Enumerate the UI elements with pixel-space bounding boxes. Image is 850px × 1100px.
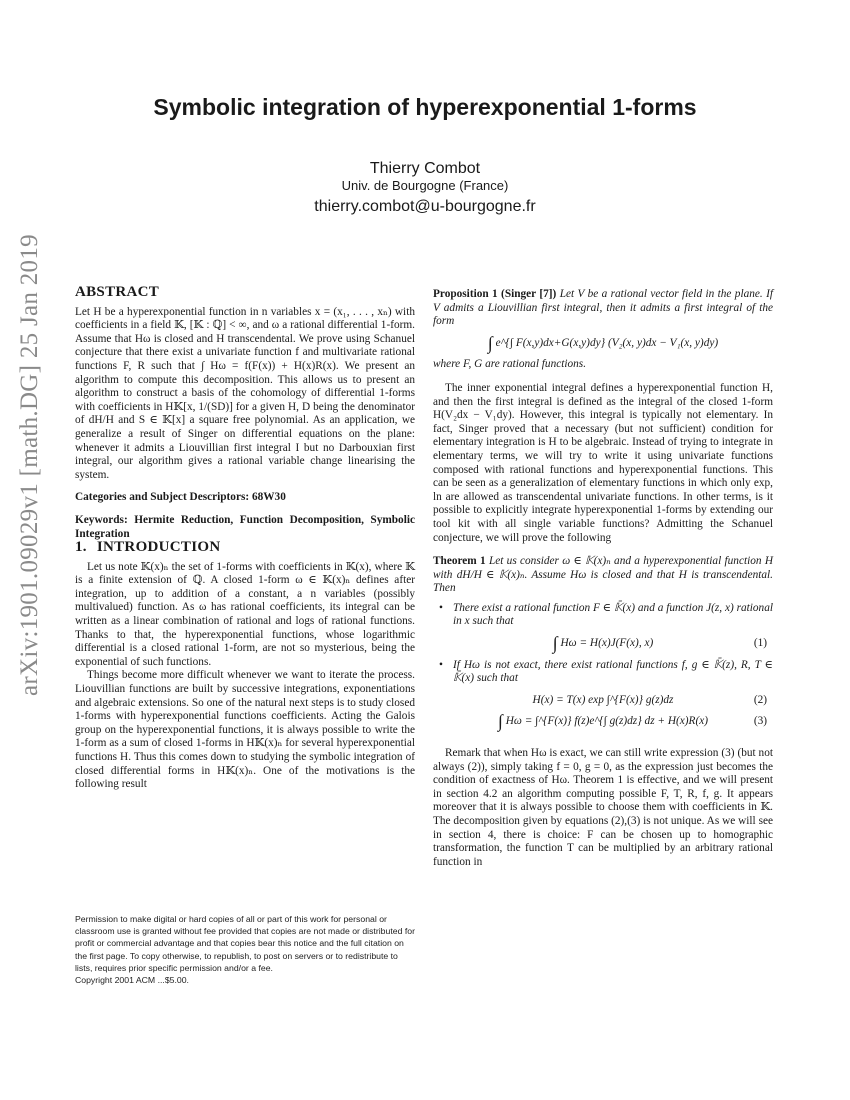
proposition-block	[433, 288, 773, 329]
theorem-block	[433, 555, 773, 596]
integral-symbol-icon: ∫	[552, 633, 558, 654]
equation-1-text: Hω = H(x)J(F(x), x)	[560, 637, 654, 650]
equation-2	[433, 694, 773, 708]
proposition-text: Let V be a rational vector field in the plane. If V admits a Liouvillian first integral, then it admits a first integral of the form	[433, 288, 773, 328]
permission-notice	[75, 913, 415, 986]
proposition-formula-text: e^{∫ F(x,y)dx+G(x,y)dy} (V₂(x, y)dx − V₁(x, y)dy)	[495, 336, 719, 349]
abstract-text: Let H be a hyperexponential function in n variables x = (x₁, . . . , xₙ) with coefficients in a field 𝕂, [𝕂 : ℚ] < ∞, and ω a rational differential 1-form. Assume that Hω is closed and H transcendental. We prove using Schanuel conjecture that there exist a univariate function f and multivariate rational functions F, R such that ∫ Hω = f(F(x)) + H(x)R(x). We present an algorithm to compute this decomposition. This allows us to present an algorithm to construct a basis of the cohomology of differential 1-forms with coefficients in H𝕂[x, 1/(SD)] for a given H, D being the denominator of dH/H and S ∈ 𝕂[x] a square free polynomial. As an application, we generalize a result of Singer on differential equations on the plane: whenever it admits a Liouvillian first integral I but no Darbouxian first integral, our algorithm gives a rational variable change linearising the system.	[75, 305, 415, 481]
intro-paragraph-1: Let us note 𝕂(x)ₙ the set of 1-forms with coefficients in 𝕂(x), where 𝕂 is a finite extension of ℚ. A closed 1-form ω ∈ 𝕂(x)ₙ defines after integration, up to addition of a constant, a n variables (possibly multivalued) function. As ω has rational coefficients, its integral can be written as a linear combination of rational and logs of rational functions. Thanks to that, the hyperexponential functions, whose logarithmic differential is a closed rational 1-form, are not so mysterious, being the exponential of such functions.	[75, 560, 415, 668]
equation-2-tag: (2)	[753, 693, 767, 706]
integral-symbol-icon: ∫	[497, 711, 503, 732]
equation-1	[433, 633, 773, 654]
theorem-bullet-1: • There exist a rational function F ∈ 𝕂̄(x) and a function J(z, x) rational in x such that	[433, 602, 773, 629]
abstract-heading: ABSTRACT	[75, 284, 160, 300]
author-affiliation: Univ. de Bourgogne (France)	[341, 178, 509, 193]
introduction-number: 1.	[75, 539, 87, 556]
keywords-line: Keywords: Hermite Reduction, Function Decomposition, Symbolic Integration	[75, 513, 415, 540]
theorem-label: Theorem 1	[433, 555, 486, 568]
proposition-label: Proposition 1 (Singer [7])	[433, 288, 557, 300]
introduction-title: INTRODUCTION	[96, 539, 221, 556]
integral-symbol-icon: ∫	[487, 332, 493, 353]
arxiv-identifier: arXiv:1901.09029v1 [math.DG] 25 Jan 2019	[16, 234, 43, 696]
right-paragraph-2: Remark that when Hω is exact, we can still write expression (3) (but not always (2)), simply taking f = 0, g = 0, as the expression just becomes the condition of exactness of Hω. Theorem 1 is effective, and we will present in section 4.2 an algorithm computing possible F, T, R, f, g. It appears moreover that it is always possible to choose them with coefficients in 𝕂. The decomposition given by equations (2),(3) is not unique. As we will see in section 4, there is choice: F can be chosen up to homographic transformation, the function T can be multiplied by an arbitrary rational function in	[433, 747, 773, 868]
categories-line: Categories and Subject Descriptors: 68W30	[75, 491, 286, 504]
introduction-heading	[75, 541, 415, 555]
paper-title: Symbolic integration of hyperexponential 1-forms	[153, 94, 697, 120]
right-paragraph-1: The inner exponential integral defines a hyperexponential function H, and then the first integral is defined as the integral of the closed 1-form H(V₂dx − V₁dy). However, this integral is typically not elementary. In fact, Singer proved that a necessary (but not sufficient) condition for elementary integration is H to be algebraic. Instead of trying to integrate in elementary terms, we will try to write it using univariate functions composed with rational functions and hyperexponential functions. This can be seen as a generalization of elementary functions in which only exp, ln are allowed as transcendental univariate functions. In other terms, is it possible to explicitly integrate hyperexponential 1-forms by extending our tool kit with all single variable functions? Admitting the Schanuel conjecture, we will prove the following	[433, 381, 773, 544]
intro-paragraph-2: Things become more difficult whenever we want to iterate the process. Liouvillian functions are built by successive integrations, exponentiations and algebraic extensions. So one of the natural next steps is to study closed 1-forms with hyperexponential functions coefficients. Acting the Galois group on the hyperexponential functions, it is always possible to write the 1-form as a sum of closed 1-forms in H𝕂(x)ₙ for several hyperexponential functions H. Thus this comes down to studying the symbolic integration of closed differential forms in H𝕂(x)ₙ. One of the motivations is the following result	[75, 669, 415, 791]
left-column	[75, 286, 415, 792]
theorem-text: Let us consider ω ∈ 𝕂(x)ₙ and a hyperexponential function H with dH/H ∈ 𝕂(x)ₙ. Assume Hω is closed and that H is transcendental. Then	[433, 555, 773, 595]
copyright-line: Copyright 2001 ACM ...$5.00.	[75, 975, 189, 986]
proposition-after: where F, G are rational functions.	[433, 358, 587, 371]
equation-1-tag: (1)	[753, 637, 767, 650]
equation-3	[433, 711, 773, 732]
theorem-bullet-2: • If Hω is not exact, there exist rational functions f, g ∈ 𝕂̄(z), R, T ∈ 𝕂̄(x) such that	[433, 659, 773, 686]
author-name: Thierry Combot	[369, 160, 481, 177]
equation-3-text: Hω = ∫^{F(x)} f(z)e^{∫ g(z)dz} dz + H(x)R(x)	[505, 715, 708, 728]
equation-3-tag: (3)	[753, 715, 767, 728]
equation-2-text: H(x) = T(x) exp ∫^{F(x)} g(z)dz	[532, 693, 674, 706]
proposition-formula	[433, 332, 773, 353]
arxiv-identifier-sidebar	[8, 234, 52, 696]
permission-text: Permission to make digital or hard copies of all or part of this work for personal or classroom use is granted without fee provided that copies are not made or distributed for profit or commercial advantage and that copies bear this notice and the full citation on the first page. To copy otherwise, to republish, to post on servers or to redistribute to lists, requires prior specific permission and/or a fee.	[75, 914, 415, 973]
right-column	[433, 288, 773, 869]
author-email: thierry.combot@u-bourgogne.fr	[314, 198, 536, 215]
